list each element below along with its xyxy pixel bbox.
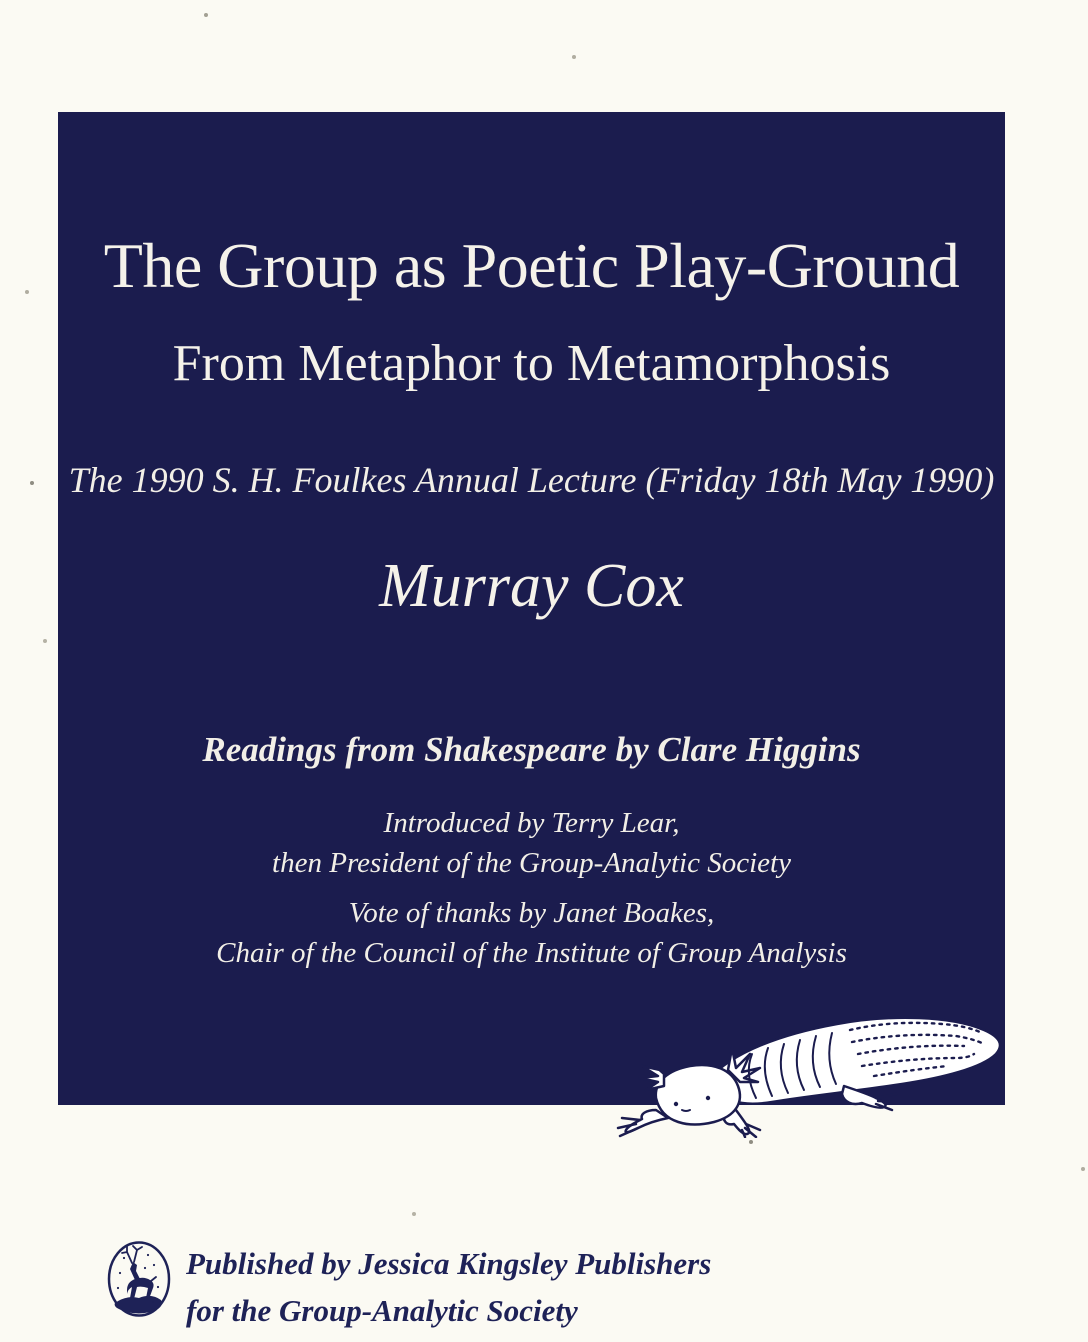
publisher-stag-logo-icon <box>106 1240 172 1318</box>
credit-line-president: then President of the Group-Analytic Society <box>272 847 791 879</box>
cover-panel <box>58 112 1005 1105</box>
lecture-line: The 1990 S. H. Foulkes Annual Lecture (Friday 18th May 1990) <box>68 460 995 500</box>
author-name: Murray Cox <box>379 552 684 620</box>
cover-subtitle: From Metaphor to Metamorphosis <box>172 335 891 392</box>
credit-line-chair: Chair of the Council of the Institute of Group Analysis <box>216 937 847 969</box>
axolotl-illustration-icon <box>612 1006 1012 1138</box>
credit-line-introduced: Introduced by Terry Lear, <box>383 807 680 839</box>
cover-title: The Group as Poetic Play-Ground <box>103 230 960 301</box>
credit-line-thanks: Vote of thanks by Janet Boakes, <box>348 897 715 929</box>
readings-line: Readings from Shakespeare by Clare Higgins <box>202 730 861 769</box>
publisher-imprint <box>186 1240 711 1334</box>
society-line: for the Group-Analytic Society <box>186 1293 578 1328</box>
paper-speckles <box>0 0 2 2</box>
publisher-line: Published by Jessica Kingsley Publishers <box>186 1246 712 1281</box>
